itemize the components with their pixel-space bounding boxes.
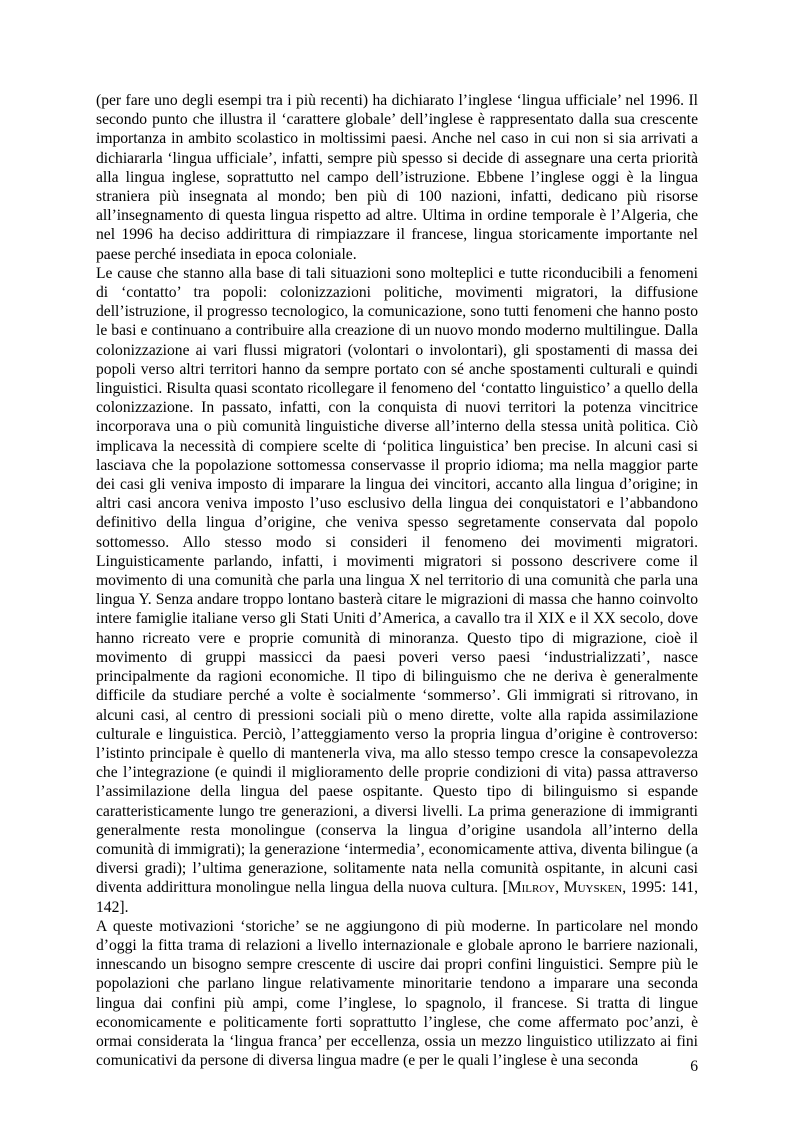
- citation-author-milroy: Milroy: [507, 879, 556, 897]
- paragraph-3-text: A queste motivazioni ‘storiche’ se ne aggiungono di più moderne. In particolare nel mondo d’oggi la fitta trama di relazioni a livello internazionale e globale aprono le barriere nazionali, innescando un bisogno sempre crescente di uscire dai propri confini linguistici. Sempre più le popolazioni che parlano lingue relativamente minoritarie tendono a imparare una seconda lingua dai confini più ampi, come l’inglese, lo spagnolo, il francese. Si tratta di lingue economicamente e politicamente forti soprattutto l’inglese, che come affermato poc’anzi, è ormai considerata la ‘lingua franca’ per eccellenza, ossia un mezzo linguistico utilizzato ai fini comunicativi da persone di diversa lingua madre (e per le quali l’inglese è una seconda: [96, 917, 698, 1070]
- paragraph-2-text: Le cause che stanno alla base di tali situazioni sono molteplici e tutte riconducibili a fenomeni di ‘contatto’ tra popoli: colonizzazioni politiche, movimenti migratori, la diffusione dell’istruzione, il progresso tecnologico, la comunicazione, sono tutti fenomeni che hanno posto le basi e continuano a contribuire alla creazione di un nuovo mondo moderno multilingue. Dalla colonizzazione ai vari flussi migratori (volontari o involontari), gli spostamenti di massa dei popoli verso altri territori hanno da sempre portato con sé anche spostamenti culturali e quindi linguistici. Risulta quasi scontato ricollegare il fenomeno del ‘contatto linguistico’ a quello della colonizzazione. In passato, infatti, con la conquista di nuovi territori la potenza vincitrice incorporava una o più comunità linguistiche diverse all’interno della stessa unità politica. Ciò implicava la necessità di compiere scelte di ‘politica linguistica’ ben precise. In alcuni casi si lasciava che la popolazione sottomessa conservasse il proprio idioma; ma nella maggior parte dei casi gli veniva imposto di imparare la lingua dei vincitori, accanto alla lingua d’origine; in altri casi ancora veniva imposto l’uso esclusivo della lingua dei conquistatori e l’abbandono definitivo della lingua d’origine, che veniva spesso segretamente conservata dal popolo sottomesso. Allo stesso modo si consideri il fenomeno dei movimenti migratori. Linguisticamente parlando, infatti, i movimenti migratori si possono descrivere come il movimento di una comunità che parla una lingua X nel territorio di una comunità che parla una lingua Y. Senza andare troppo lontano basterà citare le migrazioni di massa che hanno coinvolto intere famiglie italiane verso gli Stati Uniti d’America, a cavallo tra il XIX e il XX secolo, dove hanno ricreato vere e proprie comunità di minoranza. Questo tipo di migrazione, cioè il movimento di gruppi massicci da paesi poveri verso paesi ‘industrializzati’, nasce principalmente da ragioni economiche. Il tipo di bilinguismo che ne deriva è generalmente difficile da studiare perché a volte è socialmente ‘sommerso’. Gli immigrati si ritrovano, in alcuni casi, al centro di pressioni sociali più o meno dirette, volte alla rapida assimilazione culturale e linguistica. Perciò, l’atteggiamento verso la propria lingua d’origine è controverso: l’istinto principale è quello di mantenerla viva, ma allo stesso tempo cresce la consapevolezza che l’integrazione (e quindi il miglioramento delle proprie condizioni di vita) passa attraverso l’assimilazione della lingua del paese ospitante. Questo tipo di bilinguismo si espande caratteristicamente lungo tre generazioni, a diversi livelli. La prima generazione di immigranti generalmente resta monolingue (conserva la lingua d’origine usandola all’interno della comunità di immigrati); la generazione ‘intermedia’, economicamente attiva, diventa bilingue (a diversi gradi); l’ultima generazione, solitamente nata nella comunità ospitante, in alcuni casi diventa addirittura monolingue nella lingua della nuova cultura. [: [96, 264, 698, 897]
- citation-separator: ,: [555, 879, 564, 897]
- paragraph-3: [96, 917, 698, 1071]
- page-number: 6: [690, 1058, 698, 1075]
- citation-author-muysken: Muysken: [563, 879, 623, 897]
- body-text: [96, 91, 698, 1070]
- paragraph-2: [96, 264, 698, 917]
- paragraph-1-text: (per fare uno degli esempi tra i più recenti) ha dichiarato l’inglese ‘lingua ufficiale’ nel 1996. Il secondo punto che illustra il ‘carattere globale’ dell’inglese è rappresentato dalla sua crescente importanza in ambito scolastico in moltissimi paesi. Anche nel caso in cui non si sia arrivati a dichiararla ‘lingua ufficiale’, infatti, sempre più spesso si decide di assegnare una certa priorità alla lingua inglese, soprattutto nel campo dell’istruzione. Ebbene l’inglese oggi è la lingua straniera più insegnata al mondo; ben più di 100 nazioni, infatti, dedicano più risorse all’insegnamento di questa lingua rispetto ad altre. Ultima in ordine temporale è l’Algeria, che nel 1996 ha deciso addirittura di rimpiazzare il francese, lingua storicamente importante nel paese perché insediata in epoca coloniale.: [96, 92, 698, 263]
- paragraph-1: [96, 91, 698, 264]
- citation-pages: , 1995: 141, 142].: [96, 879, 698, 916]
